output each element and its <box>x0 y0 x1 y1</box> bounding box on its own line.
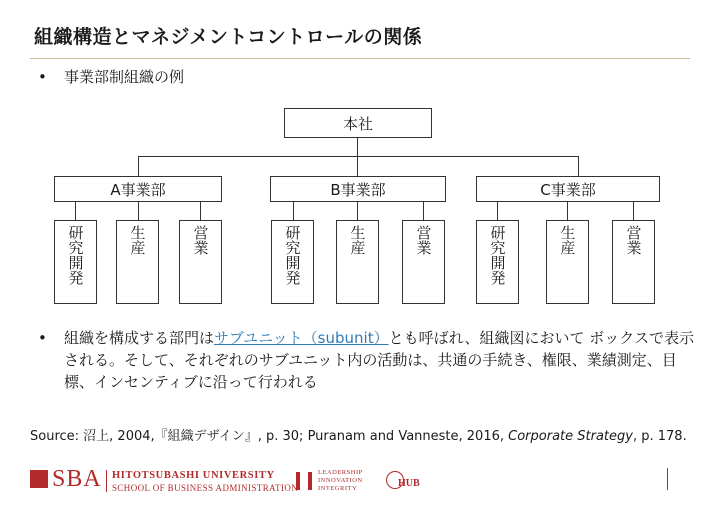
connector-line <box>138 202 139 220</box>
division-box-c <box>476 176 660 202</box>
unit-label: 営業 <box>414 225 433 255</box>
unit-label: 研究開発 <box>283 225 302 285</box>
unit-label: 生産 <box>558 225 577 255</box>
bullet-item-2 <box>38 327 698 397</box>
connector-line <box>200 202 201 220</box>
unit-label: 営業 <box>624 225 643 255</box>
university-name: HITOTSUBASHI UNIVERSITY <box>112 470 275 481</box>
lii-line: INNOVATION <box>318 477 363 484</box>
unit-box <box>116 220 159 304</box>
bullet-text <box>64 327 698 393</box>
lii-logo-icon <box>296 472 312 490</box>
connector-line <box>293 202 294 220</box>
division-label: A事業部 <box>110 180 166 199</box>
source-book-title: Corporate Strategy <box>508 429 633 444</box>
division-box-a <box>54 176 222 202</box>
connector-line <box>138 156 579 157</box>
unit-box <box>402 220 445 304</box>
connector-line <box>633 202 634 220</box>
unit-label: 生産 <box>128 225 147 255</box>
source-text-post: , p. 178. <box>632 429 687 444</box>
source-citation <box>30 428 700 446</box>
page-edge-mark <box>667 468 668 490</box>
connector-line <box>567 202 568 220</box>
logo-divider <box>106 470 107 492</box>
connector-line <box>357 202 358 220</box>
source-text-pre: Source: 沼上, 2004,『組織デザイン』, p. 30; Puranam and Vanneste, 2016, <box>30 429 509 444</box>
sba-logo-text: SBA <box>52 466 102 492</box>
unit-box <box>54 220 97 304</box>
unit-label: 営業 <box>191 225 210 255</box>
unit-box <box>546 220 589 304</box>
bullet-text: 事業部制組織の例 <box>64 68 185 86</box>
hub-logo-text: HUB <box>398 478 420 489</box>
division-box-b <box>270 176 446 202</box>
lii-line: INTEGRITY <box>318 485 358 492</box>
unit-label: 研究開発 <box>66 225 85 285</box>
bullet-dot: • <box>38 68 47 86</box>
bullet-text-pre: 組織を構成する部門は <box>64 329 215 347</box>
bullet-dot: • <box>38 329 47 347</box>
unit-box <box>476 220 519 304</box>
unit-box <box>612 220 655 304</box>
division-label: B事業部 <box>330 180 386 199</box>
unit-box <box>179 220 222 304</box>
connector-line <box>75 202 76 220</box>
connector-line <box>357 156 358 176</box>
division-label: C事業部 <box>540 180 596 199</box>
bullet-text-post: とも呼ばれ、組織図において ボックスで表示される。そして、それぞれのサブユニット内の活動は、共通の手続き、権限、業績測定、目標、インセンティブに沿って行われる <box>64 329 695 391</box>
page-title: 組織構造とマネジメントコントロールの関係 <box>34 26 423 48</box>
unit-label: 生産 <box>348 225 367 255</box>
connector-line <box>578 156 579 176</box>
school-name: SCHOOL OF BUSINESS ADMINISTRATION <box>112 483 299 493</box>
org-root-label: 本社 <box>342 114 373 133</box>
unit-box <box>336 220 379 304</box>
lii-line: LEADERSHIP <box>318 469 363 476</box>
unit-label: 研究開発 <box>488 225 507 285</box>
lii-logo-text <box>318 469 363 493</box>
connector-line <box>423 202 424 220</box>
unit-box <box>271 220 314 304</box>
org-root-box <box>284 108 432 138</box>
connector-line <box>357 138 358 156</box>
subunit-link[interactable]: サブユニット（subunit） <box>214 329 389 347</box>
sba-logo-icon <box>30 470 48 488</box>
connector-line <box>497 202 498 220</box>
connector-line <box>138 156 139 176</box>
